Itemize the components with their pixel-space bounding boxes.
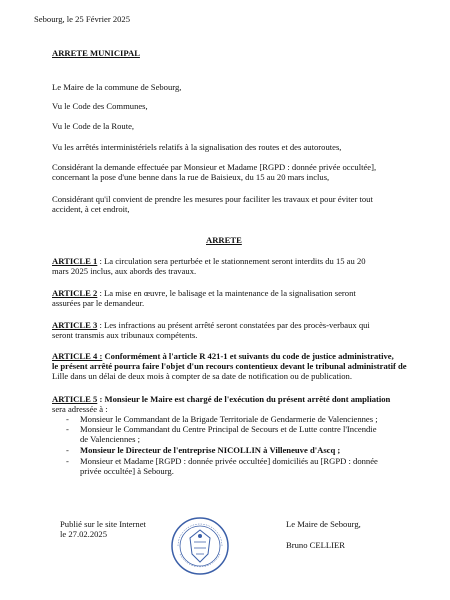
article-3-line1 xyxy=(52,320,370,331)
article-1-text: : La circulation sera perturbée et le stationnement seront interdits du 15 au 20 xyxy=(97,256,366,266)
maire-line: Le Maire de la commune de Sebourg, xyxy=(52,82,182,92)
article-4-line1 xyxy=(52,351,394,362)
article-2-text: : La mise en œuvre, le balisage et la maintenance de la signalisation seront xyxy=(97,288,356,298)
recipient-secours-line1: Monsieur le Commandant du Centre Principal de Secours et de Lutte contre l'Incendie xyxy=(80,424,377,434)
recipient-gendarmerie: Monsieur le Commandant de la Brigade Territoriale de Gendarmerie de Valenciennes ; xyxy=(80,414,378,424)
recipient-dash: - xyxy=(66,456,69,466)
article-2-line1 xyxy=(52,288,356,299)
recipient-secours-line2: de Valenciennes ; xyxy=(80,434,140,444)
recipient-demandeur-line2: privée occultée] à Sebourg. xyxy=(80,466,174,476)
arrete-heading: ARRETE xyxy=(206,235,242,245)
article-3-line2: seront transmis aux tribunaux compétents. xyxy=(52,330,198,340)
vu-code-communes: Vu le Code des Communes, xyxy=(52,101,148,111)
article-2-label: ARTICLE 2 xyxy=(52,288,98,298)
recipient-demandeur-line1: Monsieur et Madame [RGPD : donnée privée occultée] domiciliés au [RGPD : donnée xyxy=(80,456,378,466)
article-2-line2: assurées par le demandeur. xyxy=(52,298,145,308)
considerant-mesures-line2: accident, à cet endroit, xyxy=(52,204,130,214)
article-5-text: : Monsieur le Maire est chargé de l'exécution du présent arrêté dont ampliation xyxy=(97,394,391,404)
article-3-text: : Les infractions au présent arrêté seront constatées par des procès-verbaux qui xyxy=(97,320,370,330)
article-4-text: Conformément à l'article R 421-1 et suivants du code de justice administrative, xyxy=(102,351,394,361)
article-5-line2: sera adressée à : xyxy=(52,404,108,414)
article-5-label: ARTICLE 5 xyxy=(52,394,98,404)
considerant-demande-line2: concernant la pose d'une benne dans la rue de Baisieux, du 15 au 20 mars inclus, xyxy=(52,172,330,182)
publication-line1: Publié sur le site Internet xyxy=(60,519,146,529)
recipient-nicollin: Monsieur le Directeur de l'entreprise NICOLLIN à Villeneuve d'Ascq ; xyxy=(80,445,341,455)
article-1-line2: mars 2025 inclus, aux abords des travaux. xyxy=(52,266,197,276)
article-4-line3: Lille dans un délai de deux mois à compter de sa date de notification ou de publication. xyxy=(52,371,352,381)
date-line: Sebourg, le 25 Février 2025 xyxy=(34,14,131,24)
article-4-label: ARTICLE 4 : xyxy=(52,351,103,361)
recipient-dash: - xyxy=(66,414,69,424)
signature-name: Bruno CELLIER xyxy=(286,540,345,550)
signature-title: Le Maire de Sebourg, xyxy=(286,519,361,529)
recipient-dash: - xyxy=(66,445,69,455)
article-1-label: ARTICLE 1 xyxy=(52,256,98,266)
publication-line2: le 27.02.2025 xyxy=(60,529,108,539)
article-4-line2: le présent arrêté pourra faire l'objet d'un recours contentieux devant le tribunal administratif de xyxy=(52,361,407,371)
document-title: ARRETE MUNICIPAL xyxy=(52,48,140,58)
article-1-line1 xyxy=(52,256,366,267)
vu-code-route: Vu le Code de la Route, xyxy=(52,121,135,131)
considerant-demande-line1: Considérant la demande effectuée par Monsieur et Madame [RGPD : donnée privée occultée], xyxy=(52,162,377,172)
article-3-label: ARTICLE 3 xyxy=(52,320,98,330)
article-5-line1 xyxy=(52,394,390,405)
recipient-dash: - xyxy=(66,424,69,434)
mairie-seal-stamp xyxy=(170,516,230,576)
considerant-mesures-line1: Considérant qu'il convient de prendre les mesures pour faciliter les travaux et pour éviter tout xyxy=(52,194,373,204)
vu-arretes: Vu les arrêtés interministériels relatifs à la signalisation des routes et des autoroutes, xyxy=(52,142,342,152)
